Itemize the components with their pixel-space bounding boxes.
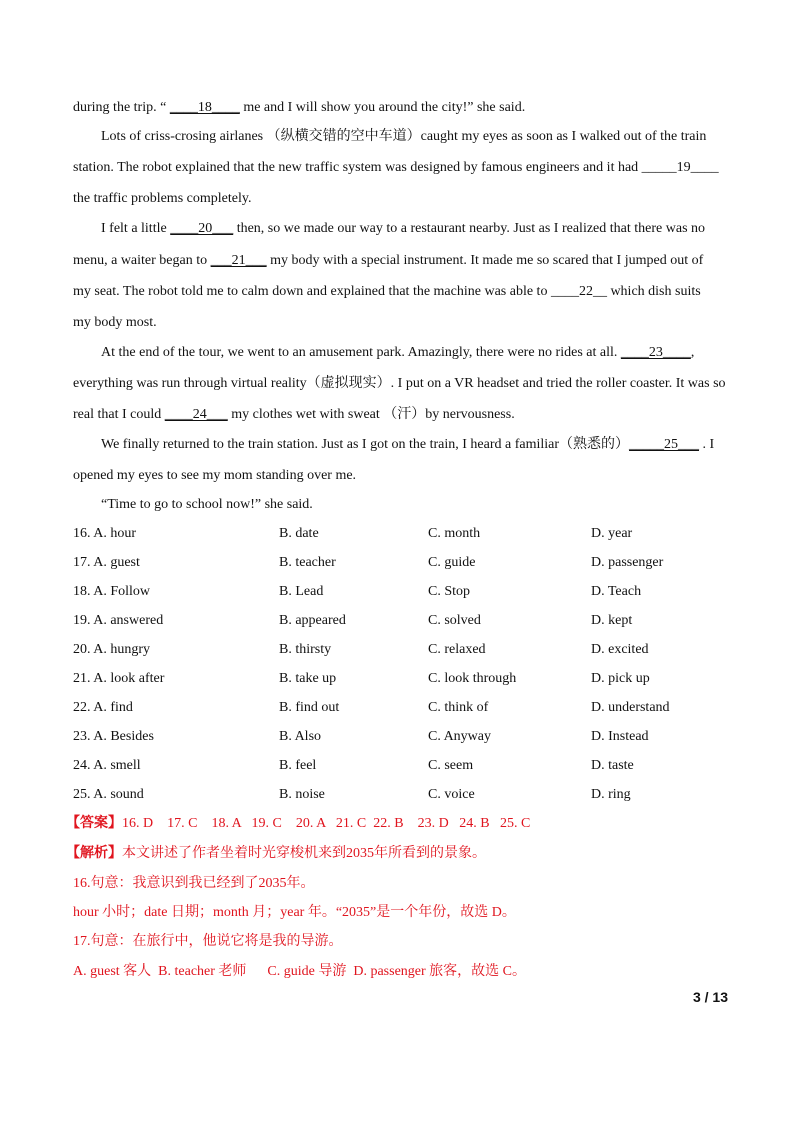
- option-a: 24. A. smell: [73, 758, 141, 773]
- option-c: C. Anyway: [428, 729, 491, 744]
- note-line: 17.句意：在旅行中，他说它将是我的导游。: [73, 934, 343, 949]
- option-a: 22. A. find: [73, 700, 133, 715]
- passage-line-2: Lots of criss-crosing airlanes （纵横交错的空中车道）caught my eyes as soon as I walked out of the train: [101, 129, 707, 144]
- option-c: C. solved: [428, 613, 481, 628]
- passage-text: real that I could: [73, 407, 165, 422]
- option-a: 18. A. Follow: [73, 584, 151, 599]
- option-c: C. Stop: [428, 584, 471, 599]
- option-b: B. date: [279, 526, 319, 541]
- passage-text: during the trip. “: [73, 100, 170, 115]
- option-b: B. find out: [279, 700, 340, 715]
- option-a: 25. A. sound: [73, 787, 144, 802]
- answer-line: [66, 815, 726, 833]
- option-b: B. appeared: [279, 613, 346, 628]
- passage-line-10: everything was run through virtual reality（虚拟现实）. I put on a VR headset and tried the roller coaster. It was so: [73, 376, 726, 391]
- option-b: B. take up: [279, 671, 337, 686]
- option-b: B. teacher: [279, 555, 336, 570]
- passage-line-14: “Time to go to school now!” she said.: [101, 497, 313, 512]
- passage-text: me and I will show you around the city!” she said.: [239, 100, 526, 115]
- option-c: C. month: [428, 526, 481, 541]
- option-a: 20. A. hungry: [73, 642, 150, 657]
- blank-20: ____20___: [170, 221, 234, 236]
- option-c: C. seem: [428, 758, 474, 773]
- note-line: hour 小时；date 日期；month 月；year 年。“2035”是一个年份，故选 D。: [73, 905, 516, 920]
- note-line: 16.句意：我意识到我已经到了2035年。: [73, 876, 315, 891]
- option-c: C. guide: [428, 555, 476, 570]
- option-c: C. look through: [428, 671, 517, 686]
- option-c: C. think of: [428, 700, 489, 715]
- analysis-line: [66, 845, 726, 863]
- passage-line-3: station. The robot explained that the new traffic system was designed by famous engineers and it had _____19____: [73, 160, 719, 175]
- passage-line-12: [101, 436, 733, 454]
- option-d: D. excited: [591, 642, 649, 657]
- passage-line-11: [73, 406, 733, 424]
- analysis-label: 【解析】: [66, 846, 122, 861]
- option-c: C. relaxed: [428, 642, 486, 657]
- passage-text: menu, a waiter began to: [73, 253, 211, 268]
- passage-text: I felt a little: [101, 221, 171, 236]
- blank-21: ___21___: [210, 253, 267, 268]
- passage-line-9: [101, 344, 733, 362]
- passage-text: then, so we made our way to a restaurant nearby. Just as I realized that there was no: [233, 221, 706, 236]
- option-a: 23. A. Besides: [73, 729, 154, 744]
- option-d: D. Teach: [591, 584, 642, 599]
- page-number: 3 / 13: [692, 989, 728, 1005]
- option-b: B. Lead: [279, 584, 324, 599]
- passage-text: . I: [699, 437, 715, 452]
- passage-text: my clothes wet with sweat （汗）by nervousness.: [227, 407, 515, 422]
- passage-line-4: the traffic problems completely.: [73, 191, 252, 206]
- option-b: B. feel: [279, 758, 317, 773]
- blank-18: ____18____: [169, 100, 240, 115]
- option-b: B. noise: [279, 787, 325, 802]
- option-a: 21. A. look after: [73, 671, 165, 686]
- blank-25: _____25___: [629, 437, 700, 452]
- option-c: C. voice: [428, 787, 475, 802]
- option-a: 19. A. answered: [73, 613, 164, 628]
- option-b: B. thirsty: [279, 642, 332, 657]
- option-d: D. pick up: [591, 671, 650, 686]
- option-d: D. ring: [591, 787, 631, 802]
- passage-text: We finally returned to the train station. Just as I got on the train, I heard a familiar（熟悉的）: [101, 437, 630, 452]
- passage-line-6: [73, 252, 733, 270]
- passage-line-8: my body most.: [73, 315, 157, 330]
- passage-line-1: [73, 99, 733, 117]
- option-d: D. understand: [591, 700, 670, 715]
- option-d: D. taste: [591, 758, 634, 773]
- option-a: 16. A. hour: [73, 526, 136, 541]
- passage-line-5: [101, 220, 733, 238]
- answer-label: 【答案】: [66, 816, 122, 831]
- passage-line-7: my seat. The robot told me to calm down and explained that the machine was able to ____22__ which dish suits: [73, 284, 701, 299]
- option-d: D. year: [591, 526, 633, 541]
- option-d: D. passenger: [591, 555, 664, 570]
- passage-line-13: opened my eyes to see my mom standing over me.: [73, 468, 357, 483]
- passage-text: my body with a special instrument. It made me so scared that I jumped out of: [266, 253, 704, 268]
- blank-23: ____23____: [620, 345, 691, 360]
- option-d: D. Instead: [591, 729, 649, 744]
- note-line: A. guest 客人 B. teacher 老师 C. guide 导游 D. passenger 旅客，故选 C。: [73, 964, 526, 979]
- passage-text: At the end of the tour, we went to an amusement park. Amazingly, there were no rides at all.: [101, 345, 621, 360]
- blank-24: ____24___: [164, 407, 228, 422]
- option-a: 17. A. guest: [73, 555, 140, 570]
- option-d: D. kept: [591, 613, 633, 628]
- answer-text: 16. D 17. C 18. A 19. C 20. A 21. C 22. B 23. D 24. B 25. C: [122, 816, 531, 831]
- passage-text: ,: [690, 345, 695, 360]
- option-b: B. Also: [279, 729, 322, 744]
- analysis-text: 本文讲述了作者坐着时光穿梭机来到2035年所看到的景象。: [122, 846, 486, 861]
